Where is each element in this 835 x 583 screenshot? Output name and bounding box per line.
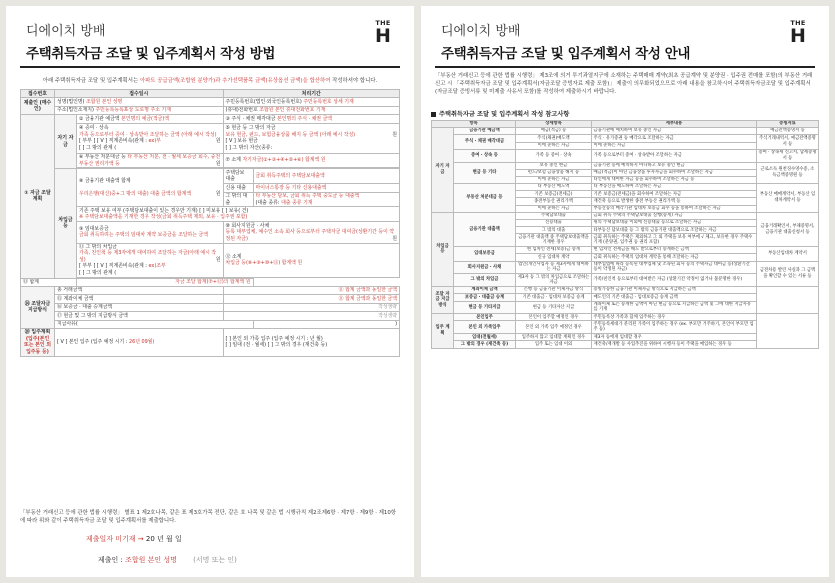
logo-mark: H <box>790 25 806 47</box>
move-family-option[interactable]: [ ] 본인 외 가족 입주 (입주 예정 시기 : <box>225 335 309 342</box>
section-title: 주택취득자금 조달 및 입주계획서 작성 참고사항 <box>439 111 570 118</box>
section-heading <box>431 109 569 118</box>
content-cell: 금회 취득 주택의 주택담보대출 실행(승계) 자금 <box>592 212 757 219</box>
evidence-cell: 부동산임대차 계약서 <box>757 247 819 261</box>
subcategory-cell: 주식 · 채권 매각대금 <box>454 135 516 149</box>
cash-pay-hint: 작성생략 <box>223 312 400 320</box>
existing-house-unit: 건) <box>241 207 249 214</box>
logo-top: THE <box>375 19 391 27</box>
move-family-date: 년 월) <box>309 335 323 342</box>
fund-plan-label: ① 자금 조달 계획 <box>21 115 55 278</box>
other-loan-label: 그 밖의 대출 <box>223 192 253 207</box>
content-cell: 현 임차인 전세금을 해도 받으로부터 승계하는 금액 <box>592 247 757 254</box>
content-cell: 재건축/재개발 등 사업추진을 위하여 시행사 등이 주택을 매입하는 경우 등 <box>592 341 757 348</box>
content-cell: 대부업법에 따라 등록된 대부업체 및 소속된 회사 등의 주택자금 대여금 등(상환기간 등이 약정된 자금) <box>592 261 757 274</box>
detail-cell: 이에 준하는 자금 <box>516 142 592 149</box>
content-cell: 주민등록상 가족과 함께 입주하는 경우 <box>592 314 757 321</box>
credit-loan-label: 신용 대출 <box>223 184 253 192</box>
transfer-hint: ⑪ 합계 금액과 동일한 금액 <box>223 295 400 303</box>
borrowing-label: 차입금 등 <box>55 169 77 278</box>
move-rent-option[interactable]: [ ] 임대 (전 · 월세) <box>225 342 267 349</box>
gift-relation[interactable]: [ 부부 ] [ V ] 직계존비속(관계 : <box>79 138 147 145</box>
own-funds-label: 자기 자금 <box>55 115 77 169</box>
detail-cell: 종전부동산 권리가액 <box>516 198 592 205</box>
deposit-lease-label: ⑨ 임대보증금 <box>79 225 109 232</box>
evidence-cell: 주식거래내역서, 예금잔액증명서 등 <box>757 135 819 149</box>
subcategory-cell: 보증금 · 대출금 승계 <box>454 294 516 301</box>
content-cell: 제3자 등에게 임대할 경우 <box>592 334 757 341</box>
subcategory-cell: 임대(전월세) <box>454 334 516 341</box>
other-loan-hint: 타 부동산 담보, 금회 취득 주택 중도금 등 대출액 <box>255 193 360 200</box>
gift-hint: 가족 등으로부터 증여 · 상속받아 조달하는 금액 (아래 예시 작성) <box>79 131 217 138</box>
category-cell: 자기 자금 <box>432 128 454 213</box>
content-cell: 금융기관에 예치하여 보유 중인 자금 <box>592 128 757 135</box>
content-cell: 타인에게 대여한 자금 등을 회수하여 조달하는 자금 등 <box>592 176 757 183</box>
evidence-cell: 증여 · 상속세 신고서, 납세증명서 등 <box>758 150 817 161</box>
submitter-label: 제출인 : <box>98 556 123 564</box>
left-page <box>6 6 414 577</box>
content-cell: 위의 주택담보대출 이외에 신용대출 등으로 조달하는 자금 <box>592 220 757 227</box>
detail-cell: 법인(개인사업자 등 제3자에게 대여하는 자금 <box>516 261 592 274</box>
left-header <box>26 20 394 60</box>
other-borrow-hint: 가족, 친인척 등 제3자에게 대여하여 조달하는 자금(아래 예시 작성) <box>79 250 217 263</box>
content-cell: 금회 취득하는 주택은 제외하고 그 외 주택을 보유 여부에 √ 체크, 보유한 경우 주택수 기재 (분양권, 입주권 등 권리 포함) <box>592 234 757 247</box>
detail-cell: 은행 등 금융기관 이체자금 방식 <box>516 287 592 294</box>
total-amount-hint: ⑪ 합계 금액과 동일한 금액 <box>223 286 400 294</box>
company-loan-unit: 원 <box>392 235 397 242</box>
guide-table <box>431 120 819 349</box>
content-cell: 가족 등으로부터 증여 · 상속받아 조달하는 자금 <box>592 149 757 162</box>
head-processing: 처리기간 <box>223 90 400 98</box>
category-cell: 차입금 등 <box>432 212 454 286</box>
own-subtotal-hint: 자기자금(②+③+④+⑤+⑥) 합계액 원 <box>242 157 326 164</box>
logo-mark: H <box>375 25 391 47</box>
subcategory-cell: 증여 · 상속 등 <box>454 149 516 162</box>
guide-row <box>432 162 819 169</box>
sign-label[interactable]: (서명 또는 인) <box>193 556 237 564</box>
loan-total-unit: 원 <box>215 191 221 198</box>
borrow-subtotal-label: ⑫ 소계 <box>225 253 242 260</box>
subcategory-cell: 본인입주 <box>454 314 516 321</box>
loan-total-label: ⑧ 금융기관 대출액 합계 <box>79 178 131 185</box>
own-subtotal-label: ⑦ 소계 <box>225 157 241 164</box>
date-hint: 제출일자 미기재 → <box>86 535 144 543</box>
logo-top: THE <box>790 19 806 27</box>
col-item: 항목 <box>432 121 516 128</box>
cash-label: ⑤ 현금 등 그 밖의 자금 <box>225 125 276 132</box>
detail-cell: 본인 외 가족 입주 예정인 경우 <box>516 321 592 334</box>
total-hint: 자금 조달 합계(⑦+⑫)의 합계액 원 <box>77 278 254 286</box>
col-content: 세부내용 <box>592 121 757 128</box>
move-plan-hint: (입주(본인 또는 본인 외 입주동 등) <box>23 335 52 355</box>
submitter-line <box>98 555 237 565</box>
other-borrow-unit: 원 <box>215 256 221 263</box>
cash-other-check[interactable]: [ ] 그 밖의 자산(종류: <box>225 144 273 151</box>
gift-other-relation[interactable]: [ ] 그 밖의 관계 ( <box>79 144 117 151</box>
existing-house-options[interactable]: [ ] 미보유 [ ] 보유( <box>199 207 241 214</box>
title-rule <box>20 66 400 68</box>
loan-type-hint: 대출 종류 기재 <box>281 199 313 206</box>
stock-label: ③ 주식 · 채권 매각대금 <box>225 115 276 122</box>
gift-relation-hint: ex)부 <box>148 138 161 145</box>
intro-text: 「부동산 거래신고 등에 관한 법률 시행령」 제3조에 의거 투기과열지구에 소재하는 주택매매 계약(최초 공급계약 및 분양권 · 입주권 전매를 포함)의 부동산 거래신고 시 「주택취득자금 조달 및 입주계획서(자금조달 증빙자료 제출 포함)」 제출이 의무화되었으므로 아래 내용을 참고하시어 주택취득자금조달 및 입주계획서(자금조달 증빙서류 및 미제출 사유서 포함)를 작성하여 제출하시기 바랍니다. <box>435 73 813 95</box>
detail-cell: 현금 등 기타자산 지급 <box>516 301 592 314</box>
payment-reason-close: ) <box>253 320 400 328</box>
detail-cell: 입주하지 않고 임대할 계획인 경우 <box>516 334 592 341</box>
evidence-cell: 금융거래확인서, 부채증명서, 금융기관 대출신청서 등 <box>757 212 819 246</box>
content-cell: 주식 · 유가증권 등 매각으로 조달하는 자금 <box>592 135 757 142</box>
guide-row <box>432 128 819 135</box>
subcategory-cell: 본인 외 가족입주 <box>454 321 516 334</box>
cash-hint: 보유 현금, 펀드, 보험금융상품 해지 등 금액 (아래 예시 작성) <box>225 131 356 138</box>
move-plan-label: ⑱ 입주계획 <box>24 329 51 336</box>
brand-name: 디에이치 방배 <box>441 24 521 39</box>
disposal-unit: 원 <box>215 160 221 167</box>
right-page <box>421 6 829 577</box>
id-label: 주민등록번호(법인·외국인등록번호) <box>225 98 302 105</box>
detail-cell: 제3자 등 그 밖의 차입금으로 조달하는 자금 <box>516 274 592 287</box>
form-table <box>20 89 400 357</box>
subcategory-cell: 그 밖의 차입금 <box>454 274 516 287</box>
evidence-cell: 부동산 매매계약서, 부동산 임대차계약서 등 <box>757 184 819 213</box>
detail-cell: 이에 준하는 자금 <box>516 176 592 183</box>
phone-label: (휴대)전화번호 <box>225 107 258 114</box>
guide-row <box>432 184 819 191</box>
subcategory-cell: 계좌이체 금액 <box>454 287 516 294</box>
title-rule <box>435 66 815 68</box>
name-label: 성명(법인명) <box>57 98 85 105</box>
head-receipt-date: 접수일시 <box>55 90 224 98</box>
stock-hint: 본인명의 주식 · 채권 금액 <box>277 115 333 122</box>
cash-pay-label: ⑰ 현금 및 그 밖의 지급방식 금액 <box>55 312 224 320</box>
content-cell: 재건축 등으로 발생한 종전 부동산 권리가액 등 <box>592 198 757 205</box>
credit-loan-hint: 마이너스통장 등 기타 신용대출액 <box>253 184 400 192</box>
content-cell: 주민등록세대가 분리된 가족이 입주하는 경우 (ex. 부모만 거주하기, 본인이 부모만 입주 등) <box>592 321 757 334</box>
evidence-cell <box>757 314 819 348</box>
law-text: 「부동산 거래신고 등에 관한 법률 시행령」 별표 1 제2호나목, 같은 표 제3호가목 전단, 같은 호 나목 및 같은 법 시행규칙 제2조제6항 · 제7항 · 제9항 · 제10항에 따라 위와 같이 주택취득자금 조달 및 입주계획서를 제출합니다. <box>20 510 396 524</box>
content-cell: 타 부동산을 매도하여 조달하는 자금 <box>592 184 757 191</box>
the-h-logo <box>372 20 394 46</box>
col-detail: 상세항목 <box>516 121 592 128</box>
content-cell: 금융기관 등에 예치하지 아니하고 보유 중인 현금 <box>592 162 757 169</box>
address-hint: 주민등록등록표상 도로명 주소 기재 <box>95 107 171 114</box>
existing-house-hint: ※ 주택담보대출액을 기재한 경우 작성(금회 취득주택 제외, 보유 · 입주권 포함) <box>79 214 248 221</box>
submitter-hint: 조합원 본인 성명 <box>125 556 177 564</box>
succession-hint: 작성생략 <box>223 303 400 311</box>
detail-cell: 주택담보대출 <box>516 212 592 219</box>
id-hint: 주민등록번호 상세 기재 <box>303 98 354 105</box>
date-value[interactable]: 20 년 월 일 <box>145 535 182 543</box>
total-amount-label: 총 거래금액 <box>55 286 224 294</box>
gift-label: ④ 증여 · 상속 <box>79 125 109 132</box>
cash-check[interactable]: [ V ] 보유 현금 <box>225 138 258 145</box>
deposit-label: ② 금융기관 예금액 <box>79 115 120 122</box>
disposal-label: ⑥ 부동산 처분대금 등 <box>79 154 126 161</box>
content-cell: 증빙가능한 금융기관 이체자금 방식으로 지급하는 금액 <box>592 287 757 294</box>
move-self-option[interactable]: [ V ] 본인 입주 (입주 예정 시기 : <box>57 339 128 346</box>
loan-type-label: (대출 종류: <box>255 199 280 206</box>
category-cell: 입주 계획 <box>432 314 454 348</box>
borrow-relation[interactable]: [ 부부 ] [ V ] 직계존비속(관계 : <box>79 263 147 270</box>
existing-house-label: 기존 주택 보유 여부 (주택담보대출이 있는 경우만 기재) <box>79 207 198 214</box>
borrow-subtotal-hint: 차입금 등(⑧+⑨+⑩+⑪) 합계액 원 <box>225 260 303 267</box>
detail-cell: 현 임차인 전세(보증)금 승계 <box>516 247 592 254</box>
content-cell: 예금(적금)이 아닌 금융상품 투자자금을 회수하여 조달하는 자금 <box>592 169 757 176</box>
content-cell: 타부동산 담보대출 등 그 밖의 금융기관 대출액으로 조달하는 자금 <box>592 227 757 234</box>
evidence-cell <box>757 287 819 314</box>
content-cell: 계좌이체 또는 승계한 금액이 아닌 현금 등으로 지급하는 금액 및 그에 대한 지급사유를 기재 <box>592 301 757 314</box>
move-other-option[interactable]: [ ] 그 밖의 경우 (재건축 등) <box>267 342 328 349</box>
content-cell: 금회 취득하는 주택의 임대차 계약을 통해 조달하는 자금 <box>592 254 757 261</box>
guide-row <box>432 314 819 321</box>
mortgage-label: 주택담보 대출 <box>223 169 253 184</box>
guide-row <box>432 261 819 274</box>
subcategory-cell: 현금 등 기타지급 <box>454 301 516 314</box>
subcategory-cell: 금융기관 대출액 <box>454 212 516 246</box>
loan-total-hint: 우리은행(대신)중+그 밖의 대출) 대출 금액의 합계액 <box>79 191 192 198</box>
page-title: 주택취득자금 조달 및 입주계획서 작성 방법 <box>26 46 276 62</box>
guide-row <box>432 212 819 219</box>
total-label: ⑬ 합계 <box>21 278 77 286</box>
detail-cell: 가족 등 증여 · 상속 <box>516 149 592 162</box>
subcategory-cell: 금융기관 예금액 <box>454 128 516 135</box>
square-bullet-icon <box>431 112 436 117</box>
date-line <box>86 534 182 544</box>
detail-cell: 기존 대출금 · 임대차 보증금 승계 <box>516 294 592 301</box>
brand-name: 디에이치 방배 <box>26 24 106 39</box>
applicant-label: 제출인 (매수인) <box>21 98 55 115</box>
subcategory-cell: 임대보증금 <box>454 247 516 261</box>
company-loan-label: ⑩ 회사지원금 · 사채 <box>225 222 270 229</box>
detail-cell: 기존 보증금(전세금) <box>516 191 592 198</box>
detail-cell: 신규 임대차 계약 <box>516 254 592 261</box>
subcategory-cell: 그 밖의 경우 (재건축 등) <box>454 341 516 348</box>
intro-a: 아래 주택취득자금 조달 및 입주계획서는 <box>42 78 139 84</box>
guide-row <box>432 135 819 142</box>
guide-row <box>432 247 819 254</box>
gift-unit: 원 <box>215 138 221 145</box>
other-borrow-label: ⑪ 그 밖의 차입금 <box>79 244 117 250</box>
col-evidence: 증빙자료 <box>757 121 819 128</box>
borrow-other-relation[interactable]: [ ] 그 밖의 관계 ( <box>79 269 117 276</box>
deposit-lease-hint: 금회 취득하려는 주택의 임대차 계약 보증금을 조달하는 금액 <box>79 232 208 239</box>
content-cell: 기존 보증금(전세금)을 회수하여 조달하는 자금 <box>592 191 757 198</box>
deposit-hint: 본인명의 예금(적금)액 <box>121 115 170 122</box>
detail-cell: 입주 또는 임대 이외 <box>516 341 592 348</box>
the-h-logo <box>787 20 809 46</box>
intro-text <box>20 77 400 85</box>
cash-unit: 원 <box>392 131 397 138</box>
detail-cell: 본인이 입주할 예정인 경우 <box>516 314 592 321</box>
guide-row <box>432 287 819 294</box>
page-title: 주택취득자금 조달 및 입주계획서 작성 안내 <box>441 46 691 62</box>
detail-cell: 금융기관 대출액 중 주택담보대출액을 기재한 경우 <box>516 234 592 247</box>
payment-method-label: ⑭ 조달자금 지급방식 <box>21 286 55 328</box>
content-cell: 부동산등의 매각기관 임대차 보증금 회수 등을 통하여 조달하는 자금 <box>592 205 757 212</box>
right-header <box>441 20 809 60</box>
subcategory-cell: 현금 등 기타 <box>454 162 516 184</box>
content-cell: 가족/친인척 등으로부터 대여받은 자금 (상환기간 약정이 없거나 불분명한 경우) <box>592 274 757 287</box>
company-loan-hint: 등록 대부업체, 예수인 소속 회사 등으로부터 주택자금 대여금(상환기간 등이 약정된 자금) <box>225 229 395 242</box>
subcategory-cell: 회사지원금 · 사채 <box>454 261 516 274</box>
phone-hint: 조합원 본인 휴대전화번호 기재 <box>259 107 326 114</box>
mortgage-hint: 금회 취득주택의 주택담보대출액 <box>253 169 400 184</box>
head-receipt-no: 접수번호 <box>21 90 55 98</box>
intro-b: 아파트 공급금액(조합원 분양가)과 추가선택품목 금액(유상옵션 금액)을 합산하여 <box>139 78 331 84</box>
detail-cell: 이에 준하는 자금 <box>516 205 592 212</box>
evidence-cell: 금전차용 발린 사실과 그 금액을 확인할 수 있는 서류 등 <box>757 261 819 287</box>
succession-label: ⑯ 보증금 · 대출 승계금액 <box>55 303 224 311</box>
evidence-cell: 예금잔액증명서 등 <box>757 128 819 135</box>
address-label: 주소(법인소재지) <box>57 107 94 114</box>
intro-c: 작성하셔야 합니다. <box>332 78 378 84</box>
payment-reason-label[interactable]: 지급사유( <box>55 320 254 328</box>
detail-cell: 펀드/보험 금융상품 해지 등 <box>516 169 592 176</box>
evidence-cell: 근로소득 원천징수영수증, 소득금액증명원 등 <box>757 162 819 184</box>
detail-cell: 신용대출 <box>516 220 592 227</box>
content-cell: 이에 준하는 자금 <box>592 142 757 149</box>
guide-row <box>432 149 819 162</box>
move-self-date: 26년 09월) <box>128 339 155 346</box>
detail-cell: 주식(채권)매도액 <box>516 135 592 142</box>
detail-cell: 그 밖의 대출 <box>516 227 592 234</box>
detail-cell: 예금(적금) 등 <box>516 128 592 135</box>
detail-cell: 타 부동산 매도액 <box>516 184 592 191</box>
borrow-relation-hint: ex)조부 <box>148 263 166 270</box>
detail-cell: 보유 중인 현금 <box>516 162 592 169</box>
content-cell: 매도인의 기존 대출금 · 임대보증금 승계 금액 <box>592 294 757 301</box>
category-cell: 조달 자금 지급 방식 <box>432 287 454 314</box>
transfer-label: ⑮ 계좌이체 금액 <box>55 295 224 303</box>
name-hint: 조합원 본인 성명 <box>86 98 123 105</box>
disposal-hint: 타 부동산 처분, 전 · 월세 보증금 회수, 중전 부동산 권리가액 등 <box>79 154 221 167</box>
subcategory-cell: 부동산 처분대금 등 <box>454 184 516 213</box>
